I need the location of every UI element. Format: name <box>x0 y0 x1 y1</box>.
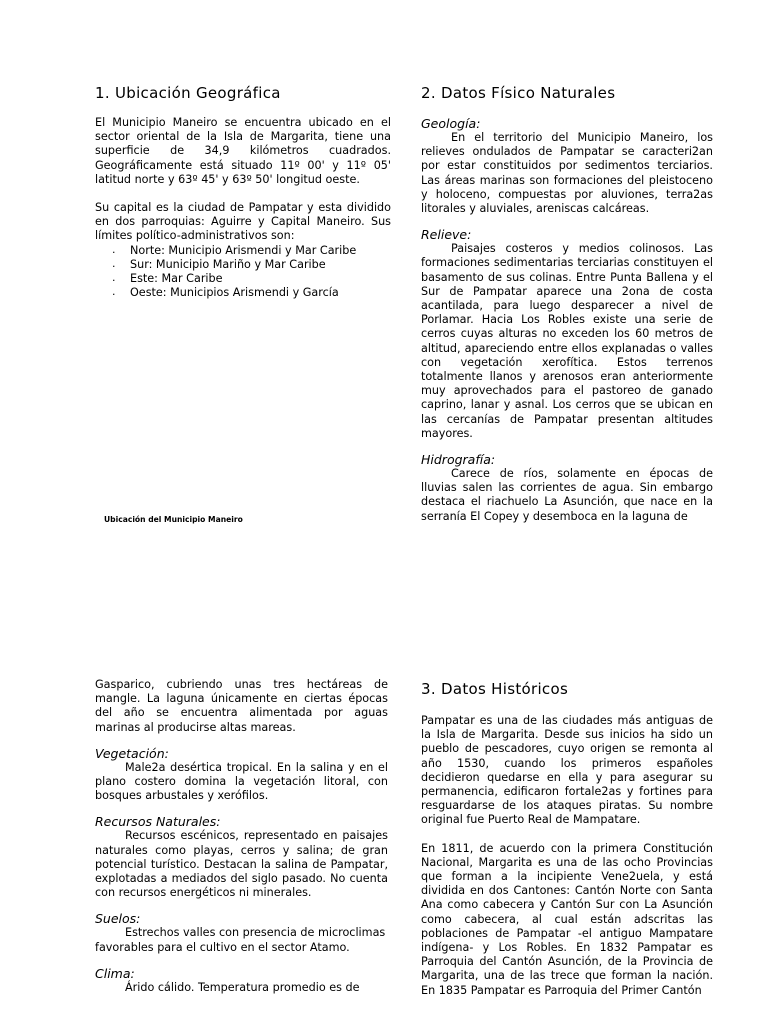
section-heading-datos-fisico: 2. Datos Físico Naturales <box>421 84 616 102</box>
column-datos-fisico <box>421 116 713 524</box>
paragraph-clima: Árido cálido. Temperatura promedio es de <box>125 980 360 994</box>
paragraph-capital: Su capital es la ciudad de Pampatar y esta dividido en dos parroquias: Aguirre y Capital Maneiro. Sus límites político-administrativos son: <box>95 201 391 243</box>
subheading-relieve: Relieve: <box>421 227 472 243</box>
paragraph-suelos: Estrechos valles con presencia de microclimas favorables para el cultivo en el sector Atamo. <box>95 926 386 954</box>
list-item: . Oeste: Municipios Arismendi y García <box>112 285 339 300</box>
subheading-recursos: Recursos Naturales: <box>95 814 221 830</box>
list-item: . Norte: Municipio Arismendi y Mar Caribe <box>112 242 357 257</box>
paragraph-ubicacion: El Municipio Maneiro se encuentra ubicado en el sector oriental de la Isla de Margarita, tiene una superficie de 34,9 kilómetros cuadrados. Geográficamente está situado 11º 00' y 11º 05' latitud norte y 63º 45' y 63º 50' longitud oeste. <box>95 116 391 186</box>
paragraph-relieve: Paisajes costeros y medios colinosos. Las formaciones sedimentarias terciarias constituyen el basamento de sus colinas. Entre Punta Ballena y el Sur de Pampatar aparece una 2ona de costa acantilada, para luego desparecer a nivel de Porlamar. Hacia Los Robles existe una serie de cerros cuyas alturas no exceden los 60 metros de altitud, apareciendo entre ellos explanadas o valles con vegetación xerofítica. Estos terrenos totalmente llanos y arenosos eran anteriormente muy aprovechados para el pastoreo de ganado caprino, lanar y asnal. Los cerros que se ubican en las cercanías de Pampatar presentan altitudes mayores. <box>421 242 713 440</box>
subheading-clima: Clima: <box>95 965 135 981</box>
subheading-suelos: Suelos: <box>95 911 141 927</box>
paragraph-vegetacion: Male2a desértica tropical. En la salina y en el plano costero domina la vegetación litoral, con bosques arbustales y xerófilos. <box>95 760 388 803</box>
limits-list <box>95 244 391 301</box>
paragraph-gasparico: Gasparico, cubriendo unas tres hectáreas de mangle. La laguna únicamente en ciertas épocas del año se encuentra alimentada por aguas marinas al producirse altas mareas. <box>95 678 388 734</box>
section-heading-ubicacion: 1. Ubicación Geográfica <box>95 84 281 102</box>
paragraph-historia-2: En 1811, de acuerdo con la primera Constitución Nacional, Margarita es una de las ocho Provincias que forman a la incipiente Vene2uela, y está dividida en dos Cantones: Cantón Norte con Santa Ana como cabecera y Cantón Sur con La Asunción como cabecera, al cual están adscritas las poblaciones de Pampatar -el antiguo Mampatare indígena- y Los Robles. En 1832 Pampatar es Parroquia del Cantón Asunción, de la Provincia de Margarita, una de las trece que forman la nación. En 1835 Pampatar es Parroquia del Primer Cantón <box>421 841 713 997</box>
subheading-hidrografia: Hidrografía: <box>421 452 496 468</box>
paragraph-geologia: En el territorio del Municipio Maneiro, los relieves ondulados de Pampatar se caracteri2an por estar constituidos por sedimentos terciarios. Las áreas marinas son formaciones del pleistoceno y holoceno, compuestas por aluviones, terra2as litorales y aluviales, areniscas calcáreas. <box>421 131 713 216</box>
section-heading-historicos: 3. Datos Históricos <box>421 680 569 698</box>
paragraph-hidrografia: Carece de ríos, solamente en épocas de lluvias salen las corrientes de agua. Sin embargo destaca el riachuelo La Asunción, que nace en la serranía El Copey y desemboca en la laguna de <box>421 467 713 523</box>
paragraph-historia-1: Pampatar es una de las ciudades más antiguas de la Isla de Margarita. Desde sus inicios ha sido un pueblo de pescadores, cuyo origen se remonta al año 1530, cuando los primeros españoles decidieron quedarse en ella y para asegurar su permanencia, edificaron fortale2as y fortines para resguardarse de los ataques piratas. Su nombre original fue Puerto Real de Mampatare. <box>421 714 713 827</box>
column-continuacion <box>95 678 388 995</box>
list-item: . Sur: Municipio Mariño y Mar Caribe <box>112 256 326 271</box>
column-historicos <box>421 714 713 998</box>
subheading-vegetacion: Vegetación: <box>95 745 169 761</box>
column-ubicacion <box>95 116 391 300</box>
map-caption: Ubicación del Municipio Maneiro <box>104 515 243 524</box>
list-item: . Este: Mar Caribe <box>112 271 223 286</box>
subheading-geologia: Geología: <box>421 116 481 131</box>
paragraph-recursos: Recursos escénicos, representado en paisajes naturales como playas, cerros y salina; de gran potencial turístico. Destacan la salina de Pampatar, explotadas a mediados del siglo pasado. No cuenta con recursos energéticos ni minerales. <box>95 829 388 900</box>
